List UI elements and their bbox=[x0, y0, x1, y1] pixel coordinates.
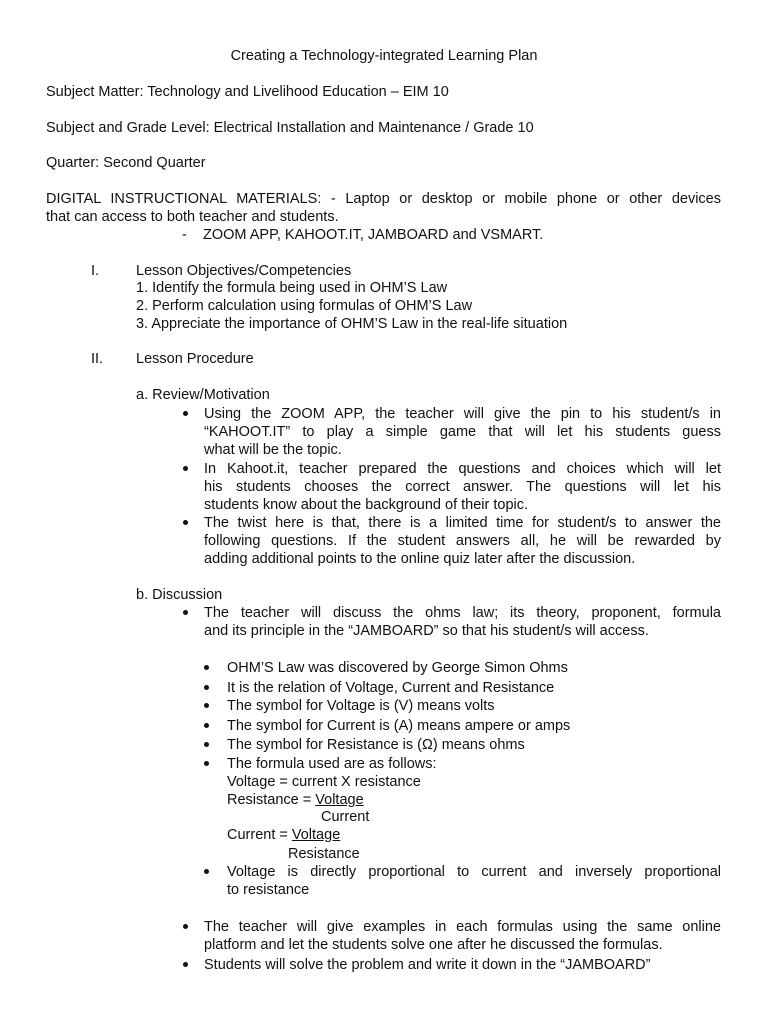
review-bullet-2-line: students know about the background of their topic. bbox=[204, 497, 529, 513]
bullet-icon bbox=[183, 610, 188, 615]
bullet-icon bbox=[204, 685, 209, 690]
formula-label: Current = bbox=[227, 827, 292, 843]
bullet-icon bbox=[204, 869, 209, 874]
solve-line: Students will solve the problem and write it down in the “JAMBOARD” bbox=[204, 957, 651, 973]
discussion-intro-line: and its principle in the “JAMBOARD” so that his student/s will access. bbox=[204, 623, 649, 639]
section-2-heading: Lesson Procedure bbox=[136, 351, 254, 367]
discussion-heading: b. Discussion bbox=[136, 587, 223, 603]
fact-item: The symbol for Voltage is (V) means volts bbox=[227, 698, 495, 714]
fact-item: The formula used are as follows: bbox=[227, 756, 437, 772]
formula-numerator: Voltage bbox=[315, 792, 364, 808]
section-1-numeral: I. bbox=[91, 263, 100, 279]
fact-item: It is the relation of Voltage, Current and Resistance bbox=[227, 680, 555, 696]
fact-item: The symbol for Resistance is (Ω) means ohms bbox=[227, 737, 525, 753]
review-bullet-3-line: following questions. If the student answers all, he will be rewarded by bbox=[204, 533, 721, 549]
bullet-icon bbox=[204, 703, 209, 708]
formula-label: Resistance = bbox=[227, 792, 316, 808]
materials-apps: ZOOM APP, KAHOOT.IT, JAMBOARD and VSMART. bbox=[203, 227, 544, 243]
formula-resistance bbox=[227, 791, 364, 809]
materials-line-1: DIGITAL INSTRUCTIONAL MATERIALS: - Laptop or desktop or mobile phone or other devices bbox=[46, 191, 721, 207]
formula-denominator: Resistance bbox=[288, 846, 360, 862]
fact-item: The symbol for Current is (A) means ampere or amps bbox=[227, 718, 571, 734]
review-bullet-1-line: what will be the topic. bbox=[204, 442, 342, 458]
objective-item: 2. Perform calculation using formulas of OHM’S Law bbox=[136, 298, 473, 314]
examples-line: platform and let the students solve one after he discussed the formulas. bbox=[204, 937, 663, 953]
bullet-icon bbox=[204, 761, 209, 766]
fact-item: OHM’S Law was discovered by George Simon Ohms bbox=[227, 660, 568, 676]
formula-denominator: Current bbox=[321, 809, 370, 825]
formula-numerator: Voltage bbox=[291, 827, 341, 843]
review-heading: a. Review/Motivation bbox=[136, 387, 270, 403]
bullet-icon bbox=[204, 723, 209, 728]
bullet-icon bbox=[183, 924, 188, 929]
proportional-line: to resistance bbox=[227, 882, 310, 898]
discussion-intro-line: The teacher will discuss the ohms law; its theory, proponent, formula bbox=[204, 605, 721, 621]
review-bullet-3-line: The twist here is that, there is a limited time for student/s to answer the bbox=[204, 515, 721, 531]
quarter: Quarter: Second Quarter bbox=[46, 155, 206, 171]
section-2-numeral: II. bbox=[91, 351, 104, 367]
review-bullet-2-line: In Kahoot.it, teacher prepared the questions and choices which will let bbox=[204, 461, 721, 477]
review-bullet-1-line: Using the ZOOM APP, the teacher will give the pin to his student/s in bbox=[204, 406, 721, 422]
objective-item: 1. Identify the formula being used in OHM’S Law bbox=[136, 280, 448, 296]
review-bullet-3-line: adding additional points to the online quiz later after the discussion. bbox=[204, 551, 636, 567]
bullet-icon bbox=[183, 411, 188, 416]
materials-dash: - bbox=[182, 227, 187, 243]
materials-line-2: that can access to both teacher and students. bbox=[46, 209, 339, 225]
bullet-icon bbox=[183, 520, 188, 525]
review-bullet-1-line: “KAHOOT.IT” to play a simple game that will let his students guess bbox=[204, 424, 721, 440]
page-title: Creating a Technology-integrated Learning Plan bbox=[230, 48, 538, 64]
review-bullet-2-line: his students chooses the correct answer. The questions will let his bbox=[204, 479, 721, 495]
bullet-icon bbox=[204, 665, 209, 670]
bullet-icon bbox=[204, 742, 209, 747]
proportional-line: Voltage is directly proportional to current and inversely proportional bbox=[227, 864, 721, 880]
formula-current bbox=[227, 826, 340, 844]
examples-line: The teacher will give examples in each formulas using the same online bbox=[204, 919, 721, 935]
objective-item: 3. Appreciate the importance of OHM’S Law in the real-life situation bbox=[136, 316, 568, 332]
formula-voltage: Voltage = current X resistance bbox=[227, 774, 421, 790]
bullet-icon bbox=[183, 466, 188, 471]
subject-matter: Subject Matter: Technology and Livelihood Education – EIM 10 bbox=[46, 84, 449, 100]
grade-level: Subject and Grade Level: Electrical Installation and Maintenance / Grade 10 bbox=[46, 120, 534, 136]
section-1-heading: Lesson Objectives/Competencies bbox=[136, 263, 352, 279]
bullet-icon bbox=[183, 962, 188, 967]
